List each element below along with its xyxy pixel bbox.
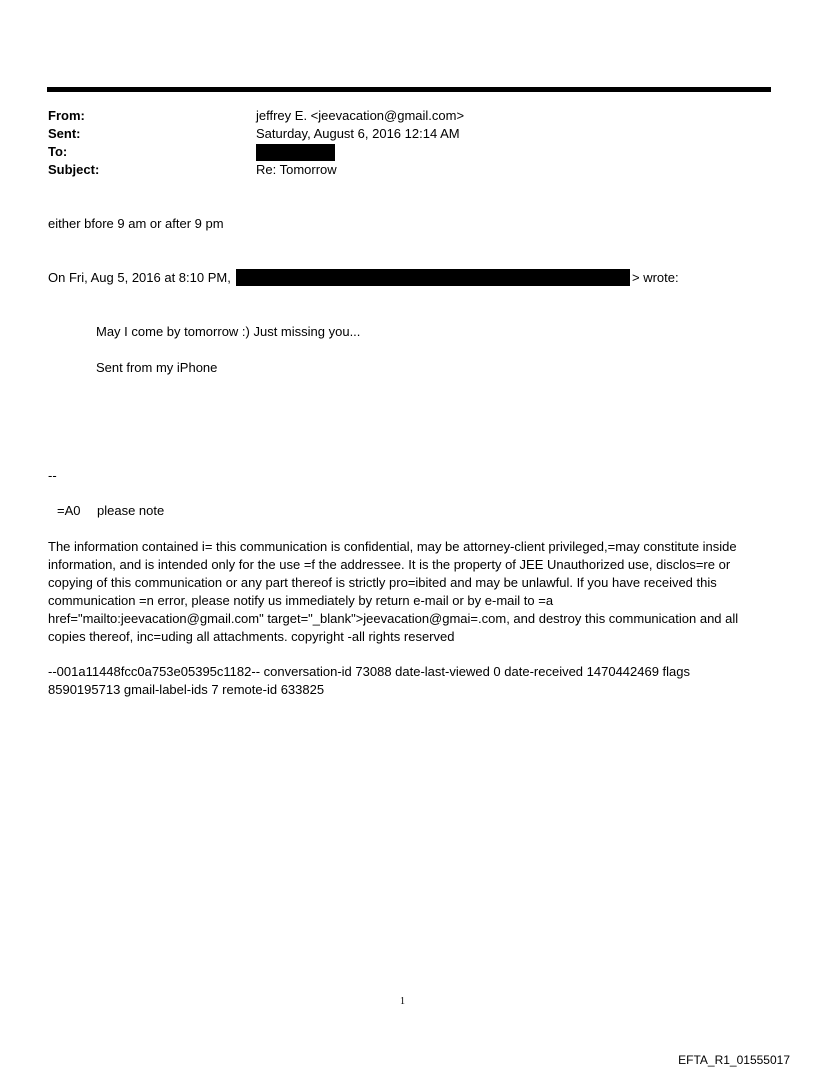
sent-value: Saturday, August 6, 2016 12:14 AM (256, 126, 460, 141)
message-metadata: --001a11448fcc0a753e05395c1182-- conversation-id 73088 date-last-viewed 0 date-received 1470442469 flags 8590195713 gmail-label-ids 7 remote-id 633825 (48, 664, 691, 697)
quoted-message: May I come by tomorrow :) Just missing you... (96, 324, 361, 339)
quoted-signature: Sent from my iPhone (96, 360, 218, 375)
to-redaction (256, 144, 335, 161)
signature-dashes: -- (48, 468, 57, 483)
sent-label: Sent: (48, 126, 81, 141)
confidentiality-disclaimer: The information contained i= this communication is confidential, may be attorney-client privileged,=may constitute inside information, and is intended only for the use =f the addressee. It is the property of JEE Unauthorized use, disclos=re or copying of this communication or any part thereof is strictly pro=ibited and may be unlawful. If you have received this communication =n error, please notify us immediately by return e-mail or by e-mail to =a href="mailto:jeevacation@gmail.com" target="_blank">jeevacation@gmai=.com, and destroy this communication and all copies thereof, inc=uding all attachments. copyright -all rights reserved (48, 539, 739, 644)
subject-label: Subject: (48, 162, 100, 177)
header-rule (47, 87, 771, 92)
sender-redaction (236, 269, 630, 286)
note-text: please note (97, 503, 165, 518)
from-value: jeffrey E. <jeevacation@gmail.com> (256, 108, 465, 123)
to-label: To: (48, 144, 68, 159)
reply-text: either bfore 9 am or after 9 pm (48, 216, 224, 231)
page-number: 1 (400, 996, 405, 1007)
note-prefix: =A0 (57, 503, 81, 518)
from-label: From: (48, 108, 85, 123)
quote-intro-suffix: > wrote: (632, 270, 679, 285)
document-id: EFTA_R1_01555017 (678, 1053, 790, 1067)
quote-intro-prefix: On Fri, Aug 5, 2016 at 8:10 PM, (48, 270, 231, 285)
subject-value: Re: Tomorrow (256, 162, 337, 177)
